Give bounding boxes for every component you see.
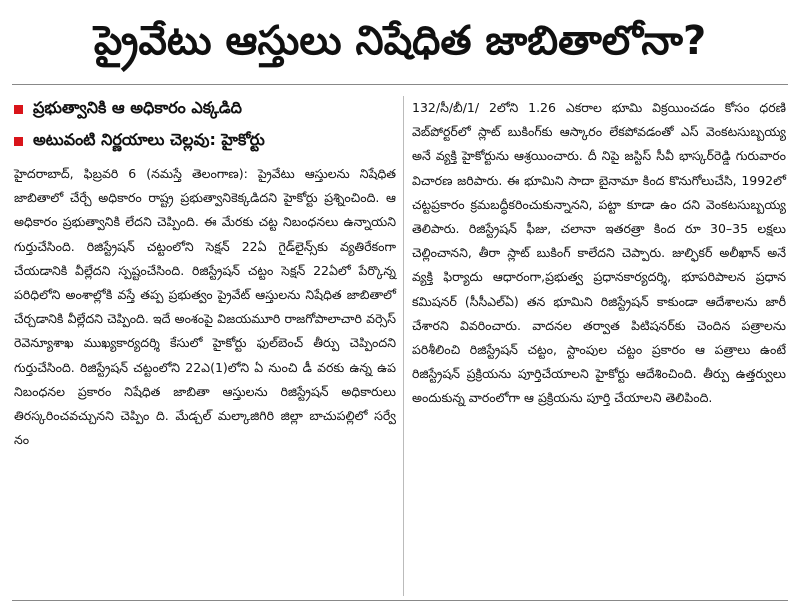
dateline: హైదరాబాద్‌, ఫిబ్రవరి 6 (నమస్తే తెలంగాణ):: [14, 166, 248, 181]
left-column: [14, 96, 396, 452]
article-body-right: 132/సీ/బీ/1/ 2లోని 1.26 ఎకరాల భూమి విక్రయించడం కోసం ధరణి వెబ్‌పోర్టర్‌లో స్లాట్‌ బుకింగ్‌కు ఆస్కారం లేకపోవడంతో ఎస్‌ వెంకటసుబ్బయ్య అనే వ్యక్తి హైకోర్టును ఆశ్రయించారు. దీ నిపై జస్టిస్‌ సీవీ భాస్కర్‌రెడ్డి గురువారం విచారణ జరిపారు. ఈ భూమిని సాదా బైనామా కింద కొనుగోలుచేసి, 1992లో చట్టప్రకారం క్రమబద్ధీకరించుకున్నానని, పట్టా కూడా ఉం దని వెంకటసుబ్బయ్య తెలిపారు. రిజిస్ట్రేషన్‌ ఫీజు, చలానా ఇతరత్రా కింద రూ 30–35 లక్షలు చెల్లించానని, తీరా స్లాట్‌ బుకింగ్‌ కాలేదని చెప్పారు. జుల్ఫికర్‌ అలీఖాన్‌ అనే వ్యక్తి ఫిర్యాదు ఆధారంగా,ప్రభుత్వ ప్రధానకార్యదర్శి, భూపరిపాలన ప్రధాన కమిషనర్‌ (సీసీఎల్‌ఏ) తన భూమిని రిజిస్ట్రేషన్‌ కాకుండా ఆదేశాలను జారీ చేశారని వివరించారు. వాదనల తర్వాత పిటిషనర్‌కు చెందిన పత్రాలను పరిశీలించి రిజిస్ట్రేషన్‌ చట్టం, స్టాంపుల చట్టం ప్రకారం ఆ పత్రాలు ఉంటే రిజిస్ట్రేషన్‌ ప్రక్రియను పూర్తిచేయాలని హైకోర్టు ఆదేశించింది. తీర్పు ఉత్తర్వులు అందుకున్న వారంలోగా ఆ ప్రక్రియను పూర్తి చేయాలని తెలిపింది.: [412, 100, 786, 406]
article-body-left: [14, 162, 396, 452]
subhead-1: [14, 96, 396, 122]
column-divider: [403, 96, 404, 596]
headline: ప్రైవేటు ఆస్తులు నిషేధిత జాబితాలోనా?: [93, 18, 707, 64]
headline-rule: [12, 84, 788, 85]
left-body-text: ప్రైవేటు ఆస్తులను నిషేధిత జాబితాలో చేర్చే అధికారం రాష్ట్ర ప్రభుత్వానికెక్కడిదని హైకోర్టు ప్రశ్నించింది. ఆ అధికారం ప్రభుత్వానికి లేదని చెప్పింది. ఈ మేరకు చట్ట నిబంధనలు ఉన్నాయని గుర్తుచేసింది. రిజిస్ట్రేషన్‌ చట్టంలోని సెక్షన్‌ 22ఏ గైడ్‌లైన్స్‌కు వ్యతిరేకంగా చేయడానికి వీల్లేదని స్పష్టంచేసింది. రిజిస్ట్రేషన్‌ చట్టం సెక్షన్‌ 22ఏలో పేర్కొన్న పరిధిలోని అంశాల్లోకి వస్తే తప్ప ప్రభుత్వం ప్రైవేట్‌ ఆస్తులను నిషేధిత జాబితాలో చేర్చడానికి వీల్లేదని చెప్పింది. ఇదే అంశంపై విజయమూరి రాజగోపాలాచారి వర్సెస్‌ రెవెన్యూశాఖ ముఖ్యకార్యదర్శి కేసులో హైకోర్టు ఫుల్‌బెంచ్‌ తీర్పు చెప్పిందని గుర్తుచేసింది. రిజిస్ట్రేషన్‌ చట్టంలోని 22ఎ(1)లోని ఏ నుంచి డీ వరకు ఉన్న ఉప నిబంధనల ప్రకారం నిషేధిత జాబితా ఆస్తులను రిజిస్ట్రేషన్‌ అధికారులు తిరస్కరించవచ్చునని చెప్పిం ది. మేడ్చల్‌ మల్కాజిగిరి జిల్లా బాచుపల్లిలో సర్వే నం: [14, 166, 396, 448]
subhead-2-text: అటువంటి నిర్ణయాలు చెల్లవు: హైకోర్టు: [33, 129, 265, 149]
red-square-bullet-icon: [14, 105, 23, 114]
subhead-1-text: ప్రభుత్వానికి ఆ అధికారం ఎక్కడిది: [33, 97, 242, 117]
subhead-2: [14, 128, 396, 154]
bottom-rule: [12, 600, 788, 601]
right-column: [412, 96, 786, 411]
red-square-bullet-icon: [14, 137, 23, 146]
